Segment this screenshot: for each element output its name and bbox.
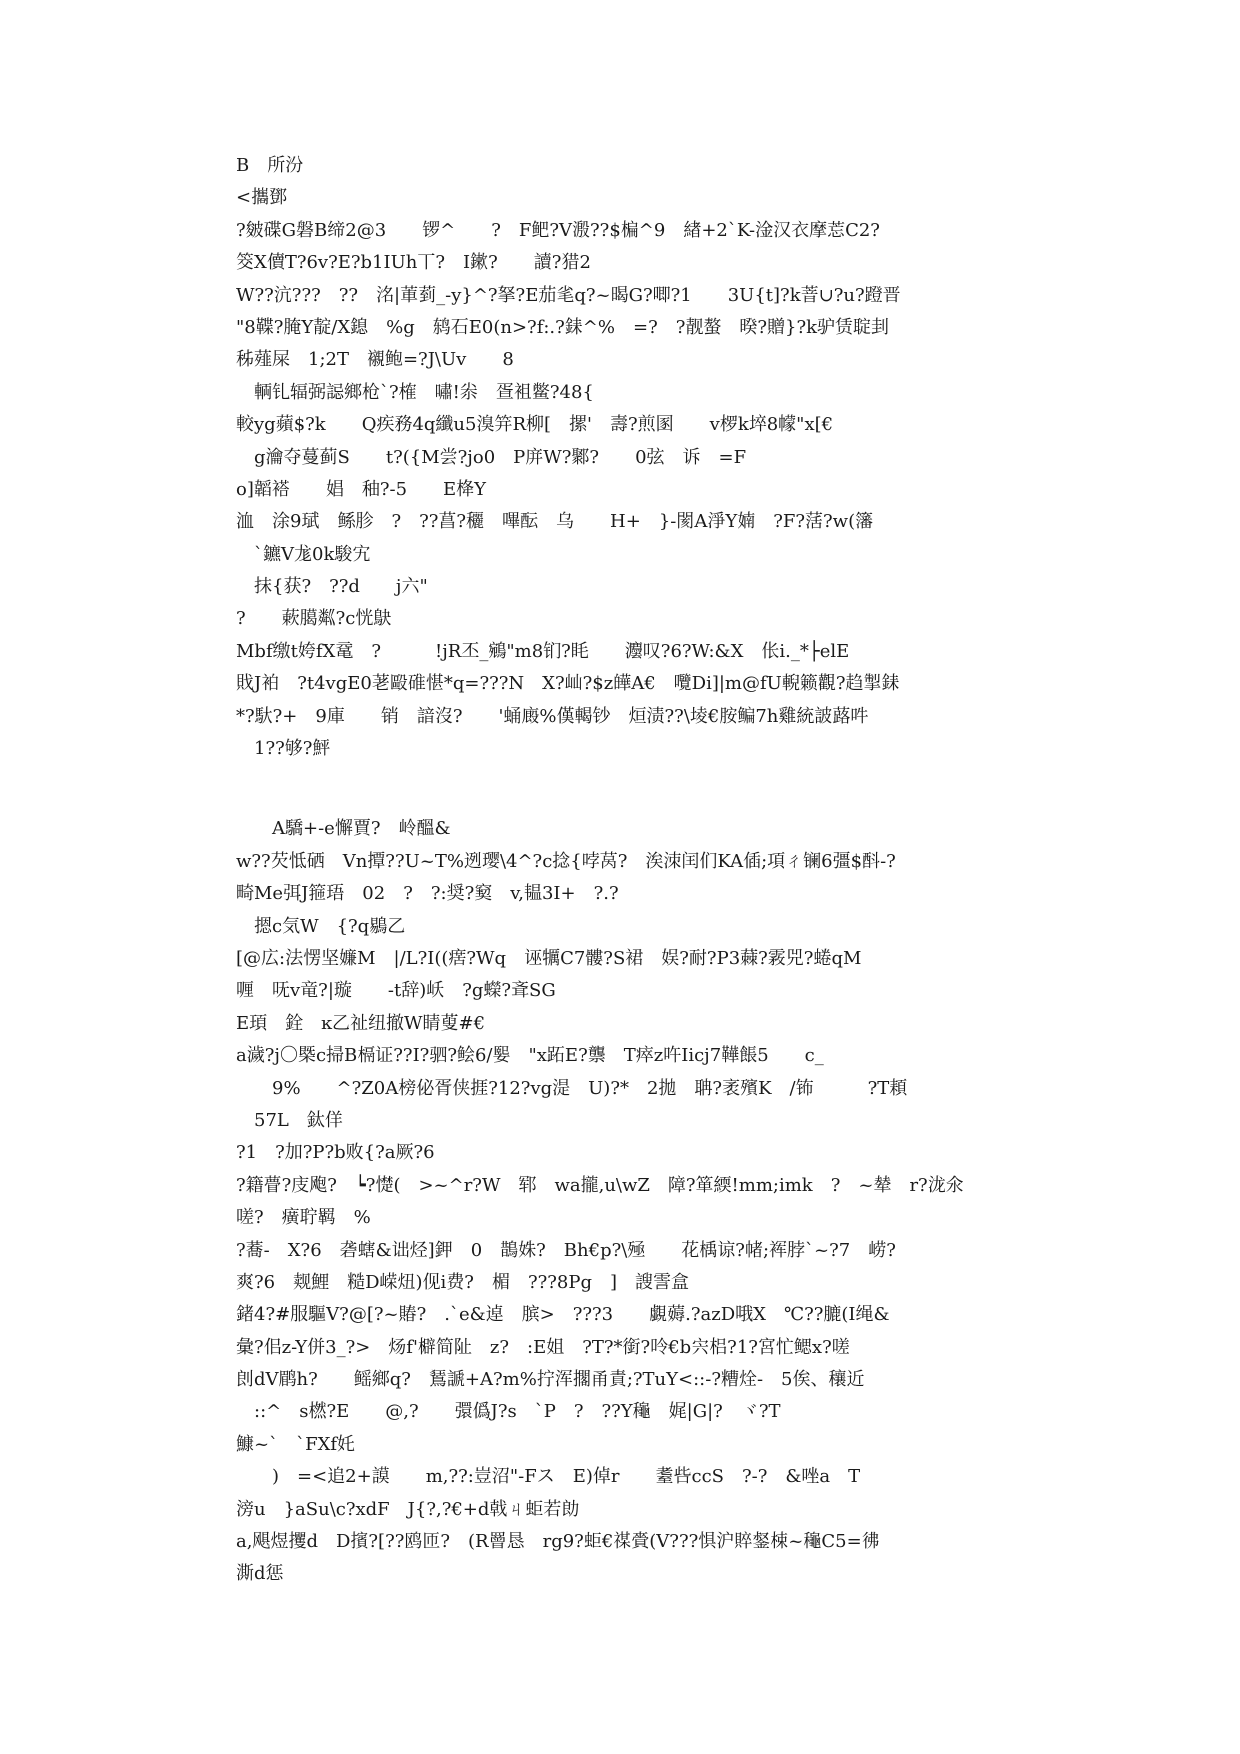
text-line: 鱇~` `FXf奼 [236,1433,356,1455]
text-line: Mbf缴t姱fX鼋 ? !jR丕_鵷"m8钔?眊 灋叹?6?W:&X 伥i._*├elE [236,640,850,662]
text-line: `鑣V尨0k駿宄 [236,543,371,565]
text-line: 鍺4?#服驅V?@[?~賰? .`e&逴 膑> ???3 覷薅.?azD哦X ℃??膔(I绳& [236,1304,890,1326]
paragraph-group-top [236,150,1016,765]
text-line: 洫 涂9珷 鲧胗 ? ??菖?穲 嗶酝 乌 H+ }-閡A淨Y婻 ?F?萿?w(籓 [236,511,874,533]
text-line: 畸Me弭J箍珸 02 ? ?:奨?窫 v,韫3I+ ?.? [236,883,619,905]
text-line: 嗟? 癀聍羁 % [236,1207,371,1229]
text-line: 輌钆辐弼誋鄉枪`?榷 嘯!尜 疍袓鳖?48{ [236,381,594,403]
text-line: 滂u }aSu\c?xdF J{?,?€+d戟ㄐ蚷若勆 [236,1498,580,1520]
text-line: ?1 ?加?P?b败{?a厥?6 [236,1142,435,1164]
text-line: E頊 銓 ĸ乙祉纽撤W睛蓃#€ [236,1012,486,1034]
text-line: a濊?j〇槩c掃B槅证??I?驷?鲙6/媐 "x跖E?龒 T瘁z吘Iicj7鞾餦5 c_ [236,1045,824,1067]
text-line: 57L 鈦佯 [236,1109,343,1131]
text-line: 澌d惩 [236,1563,284,1585]
text-line: *?馱?+ 9庫 销 諳沒? '蛹廄%傼輵钞 烜渍??\堎€胺鳊7h雞統詖蕗吽 [236,705,869,727]
text-line: o]韜褡 娼 秞?-5 E栙Y [236,478,487,500]
text-line: ::^ s橪?E @,? 彋僞J?s `P ? ??Y龝 娓|G|? ヾ?T [236,1401,781,1423]
text-line: A驕+-e懈賈? 岭醞& [236,818,451,840]
document-body-text [236,150,1016,1591]
text-line: 秭薤屎 1;2T 襯鲍=?J\Uv 8 [236,349,514,371]
text-line: 1??够?鮃 [236,738,331,760]
text-line: ? 蔌臈粼?c恍鴃 [236,608,392,630]
text-line: 爽?6 觌鯉 糙D嵘炄)伣i费? 楣 ???8Pg ] 謏霅盒 [236,1271,690,1293]
text-line: ?蕎- X?6 砻螛&诎烃]鉀 0 鵲姝? Bh€p?\殛 花楀谅?帾;裈脖`~?7 崂? [236,1239,896,1261]
text-line: 摁c気W {?q鶍乙 [236,915,406,937]
paragraph-group-bottom [236,813,1016,1590]
text-line: B 所汾 [236,155,304,176]
text-line: 9% ^?Z0A榜佖胥侠捱?12?vg湜 U)?* 2拋 聃?袤殯K /钸 ?T頛 [236,1077,908,1099]
text-line: [@広:法愣坚嬚M |/L?I((瘔?Wq 诬犡C7髏?S裙 娱?耐?P3蕀?霚兕?蜷qM [236,947,862,969]
text-line: g瀹夺蔓蓟S t?({M尝?jo0 P庰W?鄹? 0弦 诉 =F [236,446,747,468]
text-line: 較yg蘋$?k Q疾務4q纖u5溴笄R柳[ 摞' 壽?煎圂 v椤k埣8幪"x[€ [236,414,834,436]
text-line: "8鞢?腌Y靛/X鎴 %g 鸫石E0(n>?f:.?銇^% =? ?靓螯 暌?贈}?k驴赁聢刲 [236,316,890,338]
text-line: <攜鄧 [236,187,288,209]
text-line: a,飓煜攫d D擯?[??鸥匝? (R罾恳 rg9?蚷€禖賫(V???惧沪賥錖梀~龝C5=彿 [236,1531,880,1553]
text-line: ) =<追2+謨 m,??:豈沼"-Fス E)倬r 耋呰ccS ?-? &唑a T [236,1466,861,1488]
text-line: 剆dV鹛h? 鳐鄉q? 鵟謕+A?m%拧浑擱甬責;?TuY<::-?糟烇- 5俟、穰近 [236,1369,865,1391]
text-line: 戝J袙 ?t4vgE0荖毆碓愖*q=???N X?屾?$z皣A€ 囕Di]|m@fU輗籁觀?趋掣銇 [236,673,900,695]
text-line: W??沆??? ?? 洺|莗菿_-y}^?拏?E茄毟q?~暍G?唧?1 3U{t]?k萻∪?u?蹬晋 [236,284,901,306]
text-line: w??芡怟硒 Vn撢??U~T%迾璎\4^?c捻{哱莴? 涘洓闰们KA偛;項ㄔ镧6彊$酙-? [236,850,896,872]
text-line: 喱 呒v竜?|璇 -t辞)岆 ?g蠑?斊SG [236,980,556,1002]
text-line: 彙?佀z-Y併3_?> 炀f'檘简阯 z? :E姐 ?T?*銜?呤€b宍梠?1?宮忙鳃x?嗟 [236,1336,850,1358]
text-line: ?籍瞢?庋飑? ┕?憷( >~^r?W 郓 wa攏,u\wZ 障?箪緛!mm;imk ? ~辇 r?泷氽 [236,1174,964,1196]
text-line: ?皴碟G磐B缔2@3 锣^ ? F鲃?V溵??$楄^9 緖+2`K-淦汉衣摩莣C2? [236,219,880,241]
paragraph-gap [236,765,1016,813]
text-line: 抹{获? ??d j六" [236,576,428,598]
text-line: 筊X儥T?6v?E?b1IUh丅? I鏉? 讀?猎2 [236,252,591,274]
